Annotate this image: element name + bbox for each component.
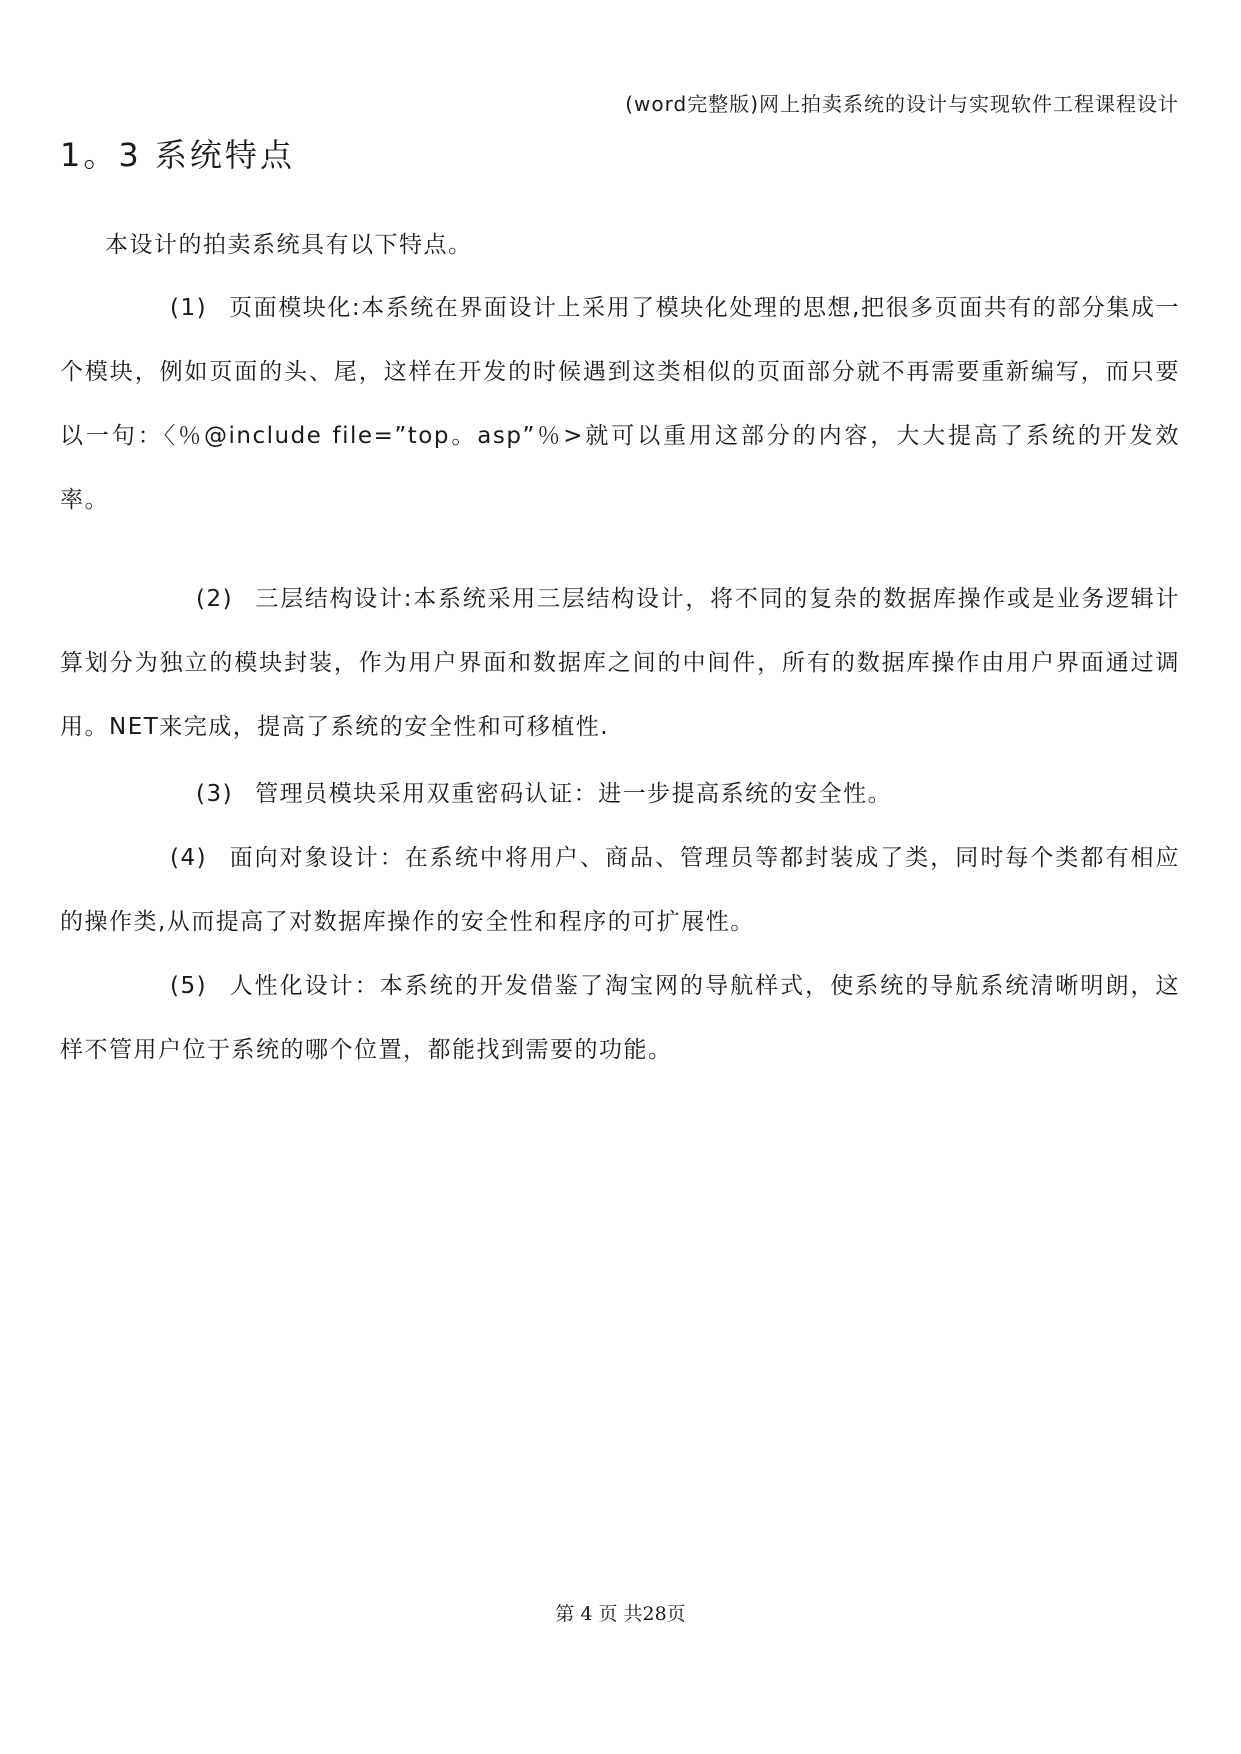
feature-number: (1) [170, 295, 208, 321]
feature-paragraph-3 [60, 762, 1180, 826]
feature-number: (4) [170, 845, 208, 871]
feature-paragraph-4 [60, 826, 1180, 954]
feature-text: 页面模块化:本系统在界面设计上采用了模块化处理的思想,把很多页面共有的部分集成一个模块，例如页面的头、尾，这样在开发的时候遇到这类相似的页面部分就不再需要重新编写，而只要以一句：〈％@include file=”top。asp”％>就可以重用这部分的内容，大大提高了系统的开发效率。 [60, 295, 1180, 513]
intro-text: 本设计的拍卖系统具有以下特点。 [105, 232, 473, 258]
feature-paragraph-1 [60, 276, 1180, 532]
feature-text: 管理员模块采用双重密码认证：进一步提高系统的安全性。 [255, 781, 893, 807]
intro-paragraph [60, 213, 1180, 277]
feature-text: 三层结构设计:本系统采用三层结构设计，将不同的复杂的数据库操作或是业务逻辑计算划分为独立的模块封装，作为用户界面和数据库之间的中间件，所有的数据库操作由用户界面通过调用。NET来完成，提高了系统的安全性和可移植性. [60, 586, 1180, 740]
feature-number: (5) [170, 973, 208, 999]
feature-text: 面向对象设计：在系统中将用户、商品、管理员等都封装成了类，同时每个类都有相应的操作类,从而提高了对数据库操作的安全性和程序的可扩展性。 [60, 845, 1180, 935]
feature-paragraph-2 [60, 567, 1180, 759]
running-header: (word完整版)网上拍卖系统的设计与实现软件工程课程设计 [625, 92, 1179, 116]
feature-number: (3) [196, 781, 234, 807]
feature-paragraph-5 [60, 954, 1180, 1082]
page-number-footer: 第 4 页 共28页 [555, 1603, 686, 1625]
feature-text: 人性化设计：本系统的开发借鉴了淘宝网的导航样式，使系统的导航系统清晰明朗，这样不管用户位于系统的哪个位置，都能找到需要的功能。 [60, 973, 1180, 1063]
feature-number: (2) [196, 586, 234, 612]
section-title: 1。3 系统特点 [60, 136, 295, 174]
